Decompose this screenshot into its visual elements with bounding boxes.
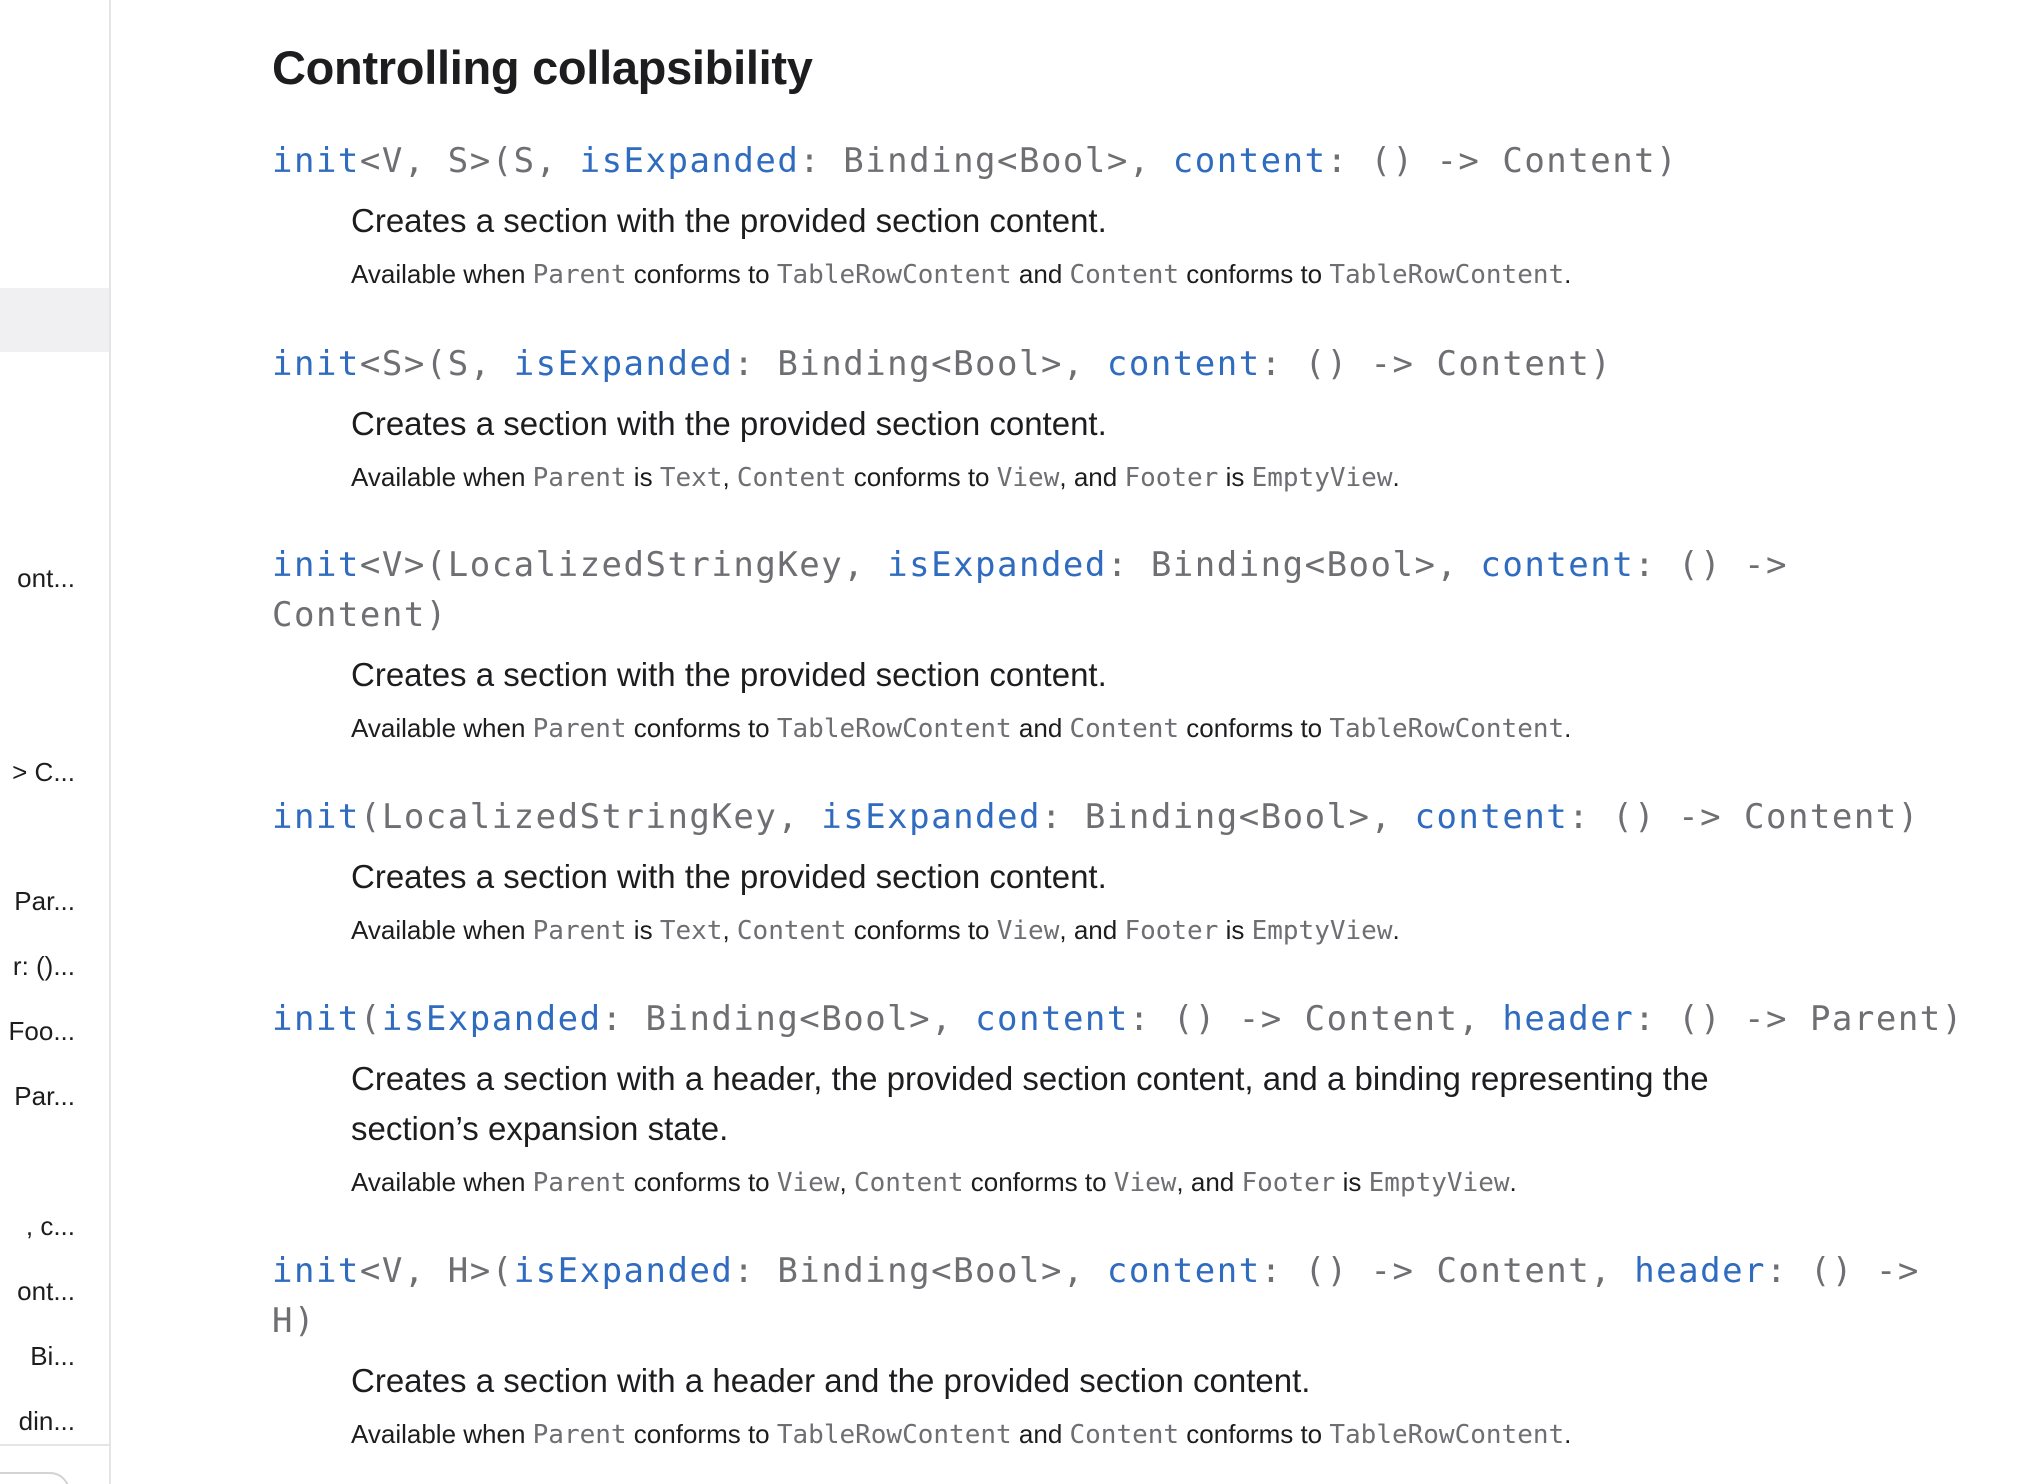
availability-type: Content	[736, 463, 847, 493]
signature-text: <V, S>(S,	[359, 141, 580, 181]
availability-text: Available when	[351, 259, 533, 289]
availability-type: View	[996, 463, 1060, 493]
sidebar-item[interactable]: Foo...	[8, 1016, 75, 1046]
api-entry	[272, 994, 2012, 1203]
api-entry	[272, 792, 2012, 951]
sidebar-selected-row[interactable]	[0, 288, 109, 352]
signature-keyword: isExpanded	[513, 344, 734, 384]
signature-text: <S>(S,	[359, 344, 514, 384]
availability-type: TableRowContent	[776, 260, 1012, 290]
availability-type: Content	[736, 916, 847, 946]
api-signature-link[interactable]	[272, 994, 2012, 1044]
availability-type: Parent	[532, 1420, 627, 1450]
availability-note	[351, 254, 2012, 295]
availability-text: conforms to	[963, 1167, 1114, 1197]
availability-text: , and	[1059, 462, 1125, 492]
availability-type: Parent	[532, 714, 627, 744]
availability-text: ,	[839, 1167, 854, 1197]
availability-type: Content	[1069, 1420, 1180, 1450]
api-description: Creates a section with the provided section content.	[351, 405, 1107, 442]
signature-text: : Binding<Bool>,	[1040, 797, 1415, 837]
availability-type: TableRowContent	[776, 714, 1012, 744]
signature-text: : () -> Content)	[1568, 797, 1920, 837]
signature-keyword: content	[1480, 545, 1635, 585]
availability-type: Parent	[532, 916, 627, 946]
signature-keyword: init	[272, 999, 360, 1039]
sidebar-item[interactable]: > C...	[12, 757, 75, 787]
signature-text: : Binding<Bool>,	[799, 141, 1173, 181]
signature-keyword: isExpanded	[513, 1251, 734, 1291]
signature-text: : Binding<Bool>,	[733, 344, 1107, 384]
api-description: Creates a section with a header and the provided section content.	[351, 1362, 1311, 1399]
availability-text: conforms to	[846, 915, 997, 945]
availability-text: conforms to	[846, 462, 997, 492]
availability-type: Parent	[532, 1168, 627, 1198]
availability-text: .	[1564, 1419, 1572, 1449]
api-entry	[272, 339, 2012, 498]
signature-text: <V>(LocalizedStringKey,	[359, 545, 888, 585]
signature-keyword: init	[272, 545, 360, 585]
sidebar	[0, 0, 111, 1484]
availability-text: .	[1392, 915, 1400, 945]
availability-type: Footer	[1124, 463, 1219, 493]
availability-text: .	[1509, 1167, 1517, 1197]
signature-text: : () -> Content,	[1260, 1251, 1635, 1291]
availability-text: , and	[1059, 915, 1125, 945]
api-signature-link[interactable]	[272, 540, 2012, 640]
signature-keyword: content	[1172, 141, 1327, 181]
sidebar-divider	[0, 1444, 109, 1446]
availability-type: EmptyView	[1251, 463, 1393, 493]
availability-text: conforms to	[626, 713, 777, 743]
signature-text: : Binding<Bool>,	[733, 1251, 1107, 1291]
signature-text: : () -> Content)	[1326, 141, 1679, 181]
sidebar-item[interactable]: Par...	[14, 886, 75, 916]
availability-text: Available when	[351, 915, 533, 945]
availability-text: .	[1564, 259, 1572, 289]
availability-type: Content	[1069, 260, 1180, 290]
api-entry	[272, 136, 2012, 295]
signature-keyword: init	[272, 344, 360, 384]
signature-keyword: content	[1106, 344, 1261, 384]
sidebar-item[interactable]: ont...	[17, 1276, 75, 1306]
availability-text: is	[626, 462, 660, 492]
signature-keyword: content	[1414, 797, 1569, 837]
availability-note	[351, 457, 2012, 498]
signature-keyword: init	[272, 797, 360, 837]
availability-type: Footer	[1241, 1168, 1336, 1198]
availability-type: View	[996, 916, 1060, 946]
availability-type: View	[776, 1168, 840, 1198]
availability-text: .	[1392, 462, 1400, 492]
signature-text: : Binding<Bool>,	[1106, 545, 1481, 585]
availability-type: TableRowContent	[776, 1420, 1012, 1450]
availability-text: Available when	[351, 713, 533, 743]
availability-type: Footer	[1124, 916, 1219, 946]
api-signature-link[interactable]	[272, 339, 2012, 389]
availability-type: TableRowContent	[1329, 1420, 1565, 1450]
signature-text: : () -> Content,	[1128, 999, 1503, 1039]
signature-keyword: content	[975, 999, 1129, 1039]
api-signature-link[interactable]	[272, 136, 2012, 186]
signature-text: (	[359, 999, 382, 1039]
section-title: Controlling collapsibility	[272, 41, 813, 94]
signature-text: : () -> H)	[272, 1251, 1920, 1341]
availability-type: View	[1113, 1168, 1177, 1198]
api-description: Creates a section with the provided section content.	[351, 202, 1107, 239]
availability-note	[351, 708, 2012, 749]
availability-type: TableRowContent	[1329, 260, 1565, 290]
signature-text: : () -> Parent)	[1634, 999, 1964, 1039]
availability-type: EmptyView	[1251, 916, 1393, 946]
api-entry	[272, 540, 2012, 749]
availability-type: Text	[659, 916, 723, 946]
availability-text: Available when	[351, 462, 533, 492]
availability-text: is	[1335, 1167, 1369, 1197]
availability-text: and	[1011, 259, 1070, 289]
signature-text: : () -> Content)	[1260, 344, 1613, 384]
availability-text: Available when	[351, 1419, 533, 1449]
signature-text: <V, H>(	[359, 1251, 514, 1291]
signature-keyword: isExpanded	[821, 797, 1041, 837]
api-signature-link[interactable]	[272, 792, 2012, 842]
signature-text: (LocalizedStringKey,	[359, 797, 822, 837]
availability-text: and	[1011, 1419, 1070, 1449]
availability-type: Text	[659, 463, 723, 493]
availability-text: conforms to	[626, 1167, 777, 1197]
signature-keyword: content	[1106, 1251, 1261, 1291]
availability-text: Available when	[351, 1167, 533, 1197]
availability-text: conforms to	[1179, 259, 1330, 289]
signature-keyword: header	[1634, 1251, 1767, 1291]
sidebar-item[interactable]: din...	[18, 1406, 75, 1436]
availability-text: is	[626, 915, 660, 945]
signature-text: : () -> Content)	[272, 545, 1788, 635]
signature-text: : Binding<Bool>,	[601, 999, 976, 1039]
signature-keyword: isExpanded	[579, 141, 800, 181]
availability-type: Content	[1069, 714, 1180, 744]
availability-text: conforms to	[626, 1419, 777, 1449]
signature-keyword: isExpanded	[887, 545, 1107, 585]
api-description: Creates a section with the provided section content.	[351, 656, 1107, 693]
availability-type: EmptyView	[1368, 1168, 1510, 1198]
availability-text: conforms to	[626, 259, 777, 289]
availability-type: Parent	[532, 260, 627, 290]
availability-text: ,	[722, 915, 737, 945]
signature-keyword: init	[272, 141, 360, 181]
signature-keyword: header	[1502, 999, 1635, 1039]
sidebar-item[interactable]: Par...	[14, 1081, 75, 1111]
availability-text: ,	[722, 462, 737, 492]
sidebar-filter-field[interactable]	[0, 1472, 70, 1484]
sidebar-item[interactable]: , c...	[25, 1211, 75, 1241]
availability-type: Content	[853, 1168, 964, 1198]
availability-text: is	[1218, 915, 1252, 945]
availability-text: conforms to	[1179, 1419, 1330, 1449]
signature-keyword: isExpanded	[381, 999, 602, 1039]
availability-note	[351, 1414, 2012, 1455]
api-signature-link[interactable]	[272, 1246, 2012, 1346]
availability-type: Parent	[532, 463, 627, 493]
availability-note	[351, 910, 2012, 951]
availability-text: conforms to	[1179, 713, 1330, 743]
sidebar-item[interactable]: ont...	[17, 563, 75, 593]
availability-note	[351, 1162, 2012, 1203]
sidebar-item[interactable]: r: ()...	[12, 951, 75, 981]
availability-text: and	[1011, 713, 1070, 743]
api-entry	[272, 1246, 2012, 1455]
availability-type: TableRowContent	[1329, 714, 1565, 744]
api-description: Creates a section with the provided section content.	[351, 858, 1107, 895]
signature-keyword: init	[272, 1251, 360, 1291]
availability-text: is	[1218, 462, 1252, 492]
availability-text: .	[1564, 713, 1572, 743]
availability-text: , and	[1176, 1167, 1242, 1197]
api-description: Creates a section with a header, the provided section content, and a binding representing the section’s expansion state.	[351, 1060, 1709, 1147]
sidebar-item[interactable]: Bi...	[30, 1341, 75, 1371]
